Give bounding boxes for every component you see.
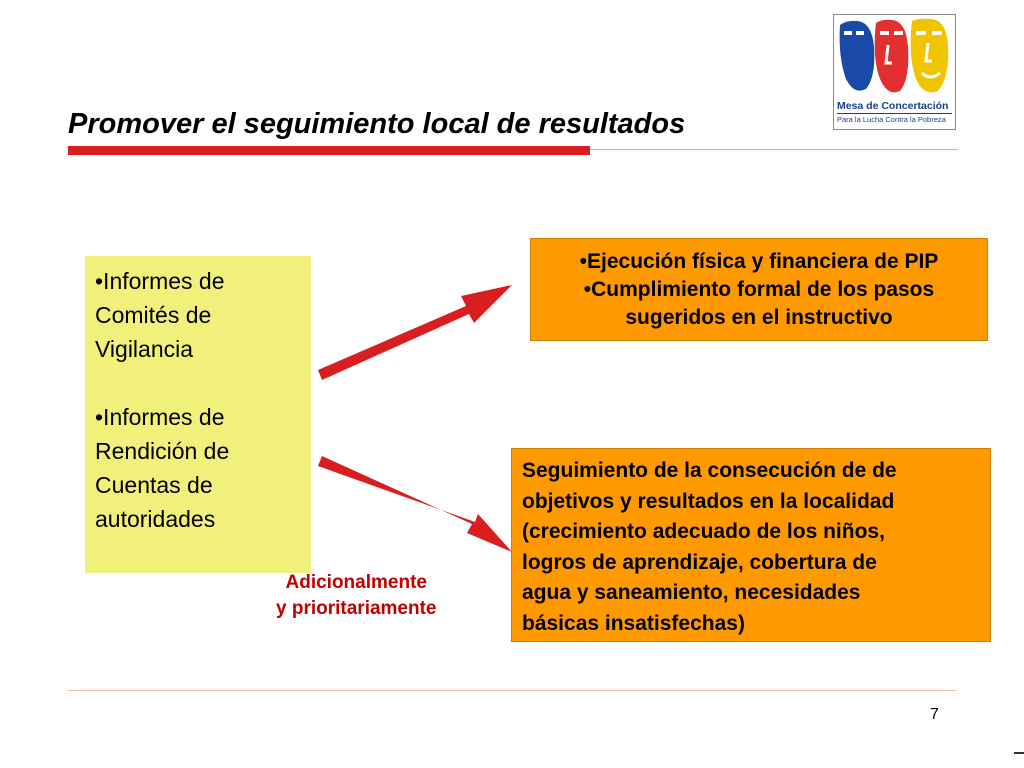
inputs-item-comites: •Informes de Comités de Vigilancia (95, 268, 225, 362)
result-execution-line2: •Cumplimiento formal de los pasos (583, 278, 935, 301)
page-number: 7 (930, 706, 939, 723)
arrow-up-right (318, 285, 512, 380)
result-followup-box: Seguimiento de la consecución de de objetivos y resultados en la localidad (crecimiento adecuado de los niños, logros de aprendizaje, cobertura de agua y saneamiento, necesidades básicas insatisfechas) (511, 448, 991, 642)
result-execution-line3: sugeridos en el instructivo (625, 306, 893, 329)
result-execution-box (530, 238, 988, 341)
slide-title: Promover el seguimiento local de resultados (68, 108, 686, 140)
logo-subtitle: Para la Lucha Contra la Pobreza (837, 115, 946, 124)
result-execution-line1: •Ejecución física y financiera de PIP (579, 250, 939, 273)
logo-title: Mesa de Concertación (837, 100, 949, 112)
footer-divider (68, 690, 956, 691)
additional-priority-note: Adicionalmente y prioritariamente (276, 572, 437, 619)
inputs-item-rendicion: •Informes de Rendición de Cuentas de autoridades (95, 404, 230, 532)
arrow-down-right (318, 456, 512, 552)
corner-mark (1014, 752, 1024, 754)
